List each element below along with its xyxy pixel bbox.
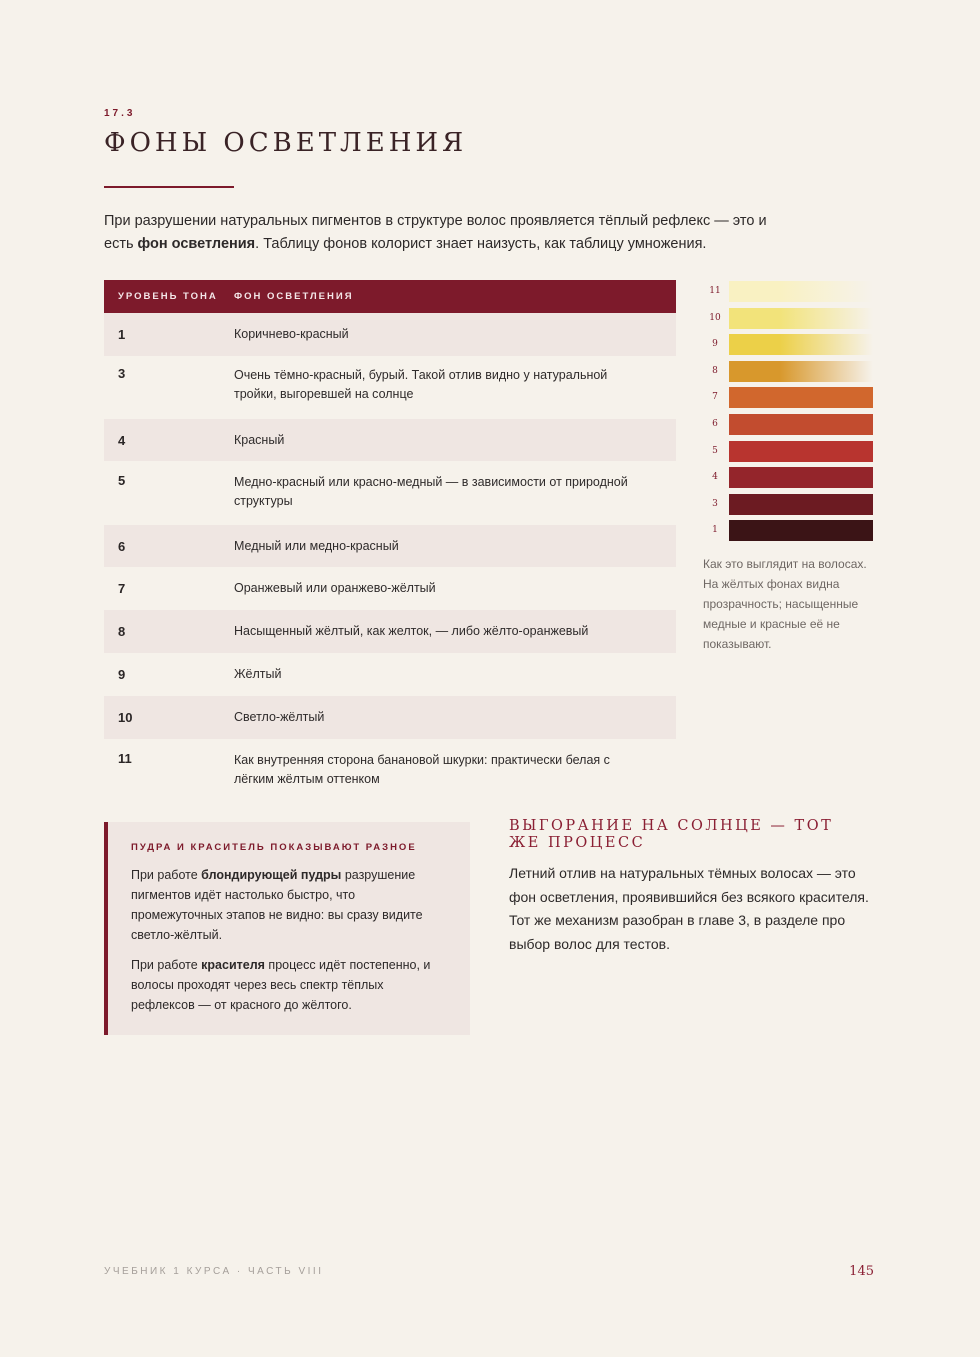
- row-level: 7: [118, 581, 126, 596]
- table-row: [104, 419, 676, 461]
- row-level: 4: [118, 432, 126, 448]
- swatch-level: 3: [712, 498, 718, 509]
- row-level: 3: [118, 366, 126, 381]
- callout-text: При работе: [131, 958, 202, 972]
- sidebar-text: Летний отлив на натуральных тёмных волосах — это фон осветления, проявившийся без всякого красителя. Тот же механизм разобран в главе 3, в разделе про выбор волос для тестов.: [509, 865, 869, 952]
- swatch-row: [703, 439, 875, 466]
- swatch-bar: [729, 520, 873, 541]
- swatch-bar: [729, 281, 873, 302]
- swatch-level: 5: [712, 445, 718, 456]
- row-background: Очень тёмно-красный, бурый. Такой отлив видно у натуральной тройки, выгоревшей на солнце: [234, 368, 608, 401]
- callout-bold-term: блондирующей пудры: [201, 868, 342, 882]
- swatch-row: [703, 492, 875, 519]
- section-number: 17.3: [104, 108, 136, 119]
- sidebar-title: ВЫГОРАНИЕ НА СОЛНЦЕ — ТОТ ЖЕ ПРОЦЕСС: [509, 818, 834, 851]
- lightening-table: [104, 280, 676, 791]
- table-row: [104, 313, 676, 356]
- swatch-level: 6: [712, 418, 718, 429]
- callout-text: разрушение пигментов идёт настолько быстро, что промежуточных этапов не видно: вы сразу видите светло-жёлтый.: [131, 868, 423, 942]
- row-background: Насыщенный жёлтый, как желток, — либо жёлто-оранжевый: [234, 624, 589, 638]
- table-row: [104, 356, 676, 419]
- row-level: 1: [118, 327, 126, 342]
- swatch-row: [703, 279, 875, 306]
- row-background: Медный или медно-красный: [234, 538, 399, 553]
- row-background: Оранжевый или оранжево-жёлтый: [234, 581, 436, 595]
- callout-bold-term: красителя: [201, 958, 265, 972]
- table-row: [104, 696, 676, 739]
- row-background: Медно-красный или красно-медный — в зависимости от природной структуры: [234, 475, 628, 508]
- page-title: ФОНЫ ОСВЕТЛЕНИЯ: [104, 128, 468, 158]
- swatch-bar: [729, 494, 873, 515]
- swatch-level: 1: [712, 525, 718, 536]
- callout-box: [104, 822, 470, 1035]
- swatch-row: [703, 306, 875, 333]
- row-level: 9: [118, 667, 126, 682]
- row-level: 6: [118, 538, 126, 554]
- table-row: [104, 525, 676, 567]
- swatch-row: [703, 465, 875, 492]
- table-row: [104, 567, 676, 610]
- swatch-bar: [729, 308, 873, 329]
- swatch-bar: [729, 414, 873, 435]
- swatch-row: [703, 359, 875, 386]
- header-background: ФОН ОСВЕТЛЕНИЯ: [234, 291, 354, 302]
- title-rule: [104, 186, 234, 188]
- swatch-bar: [729, 361, 873, 382]
- swatch-level: 11: [709, 286, 721, 296]
- swatch-level: 7: [712, 392, 718, 403]
- callout-paragraph-dye: [131, 955, 448, 1015]
- swatch-level: 9: [712, 339, 718, 350]
- header-level: УРОВЕНЬ ТОНА: [118, 291, 218, 302]
- row-background: Как внутренняя сторона банановой шкурки: практически белая с лёгким жёлтым оттенком: [234, 753, 610, 786]
- swatch-row: [703, 332, 875, 359]
- table-row: [104, 653, 676, 696]
- row-background: Коричнево-красный: [234, 327, 349, 341]
- swatch-level: 4: [712, 472, 718, 483]
- callout-text: При работе: [131, 868, 202, 882]
- swatch-row: [703, 385, 875, 412]
- swatch-level: 10: [709, 312, 721, 323]
- table-header: [104, 280, 676, 313]
- swatch-column: [703, 279, 875, 545]
- callout-paragraph-powder: [131, 865, 448, 945]
- page-number: 145: [849, 1264, 874, 1279]
- swatch-row: [703, 518, 875, 545]
- intro-text-1: При разрушении натуральных пигментов в структуре волос проявляется тёплый рефлекс — это и есть: [104, 213, 767, 252]
- footer-running-head: УЧЕБНИК 1 КУРСА · ЧАСТЬ VIII: [104, 1266, 324, 1277]
- callout-text: процесс идёт постепенно, и волосы проходят через весь спектр тёплых рефлексов — от красного до жёлтого.: [131, 958, 431, 1012]
- swatch-level: 8: [712, 365, 718, 376]
- intro-text-2: . Таблицу фонов колорист знает наизусть, как таблицу умножения.: [255, 236, 707, 252]
- swatch-caption: Как это выглядит на волосах. На жёлтых фонах видна прозрачность; насыщенные медные и красные её не показывают.: [703, 557, 867, 651]
- swatch-bar: [729, 387, 873, 408]
- row-level: 5: [118, 473, 126, 488]
- row-level: 11: [118, 751, 132, 766]
- row-level: 8: [118, 624, 126, 639]
- swatch-bar: [729, 467, 873, 488]
- row-background: Красный: [234, 432, 285, 447]
- table-row: [104, 610, 676, 653]
- intro-paragraph: [104, 210, 784, 256]
- row-level: 10: [118, 710, 133, 725]
- table-row: [104, 739, 676, 791]
- callout-title: ПУДРА И КРАСИТЕЛЬ ПОКАЗЫВАЮТ РАЗНОЕ: [131, 842, 417, 853]
- swatch-row: [703, 412, 875, 439]
- row-background: Жёлтый: [234, 667, 282, 681]
- row-background: Светло-жёлтый: [234, 710, 325, 724]
- swatch-bar: [729, 441, 873, 462]
- intro-bold-term: фон осветления: [137, 236, 256, 252]
- table-row: [104, 461, 676, 525]
- swatch-bar: [729, 334, 873, 355]
